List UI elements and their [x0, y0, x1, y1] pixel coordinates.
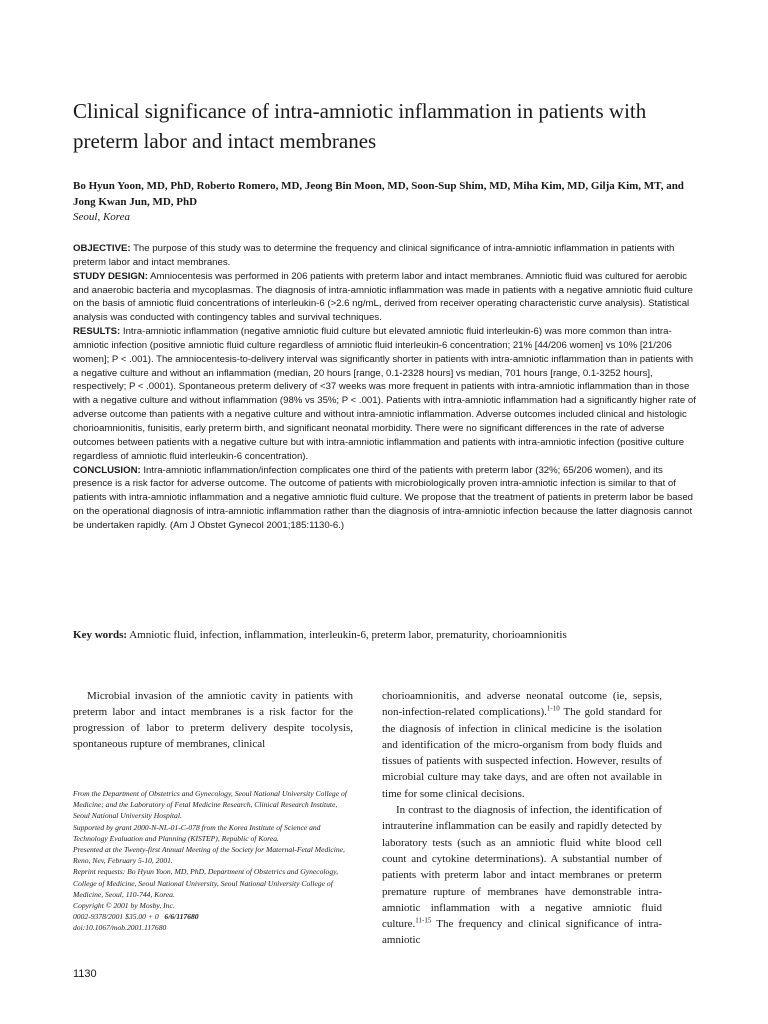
- author-list: Bo Hyun Yoon, MD, PhD, Roberto Romero, MD, Jeong Bin Moon, MD, Soon-Sup Shim, MD, Miha Kim, MD, Gilja Kim, MT, and Jong Kwan Jun, MD, PhD: [73, 180, 684, 208]
- footnote-support: Supported by grant 2000-N-NL-01-C-078 from the Korea Institute of Science and Technology Evaluation and Planning (KISTEP), Republic of Korea.: [73, 822, 321, 843]
- objective-label: OBJECTIVE:: [73, 243, 131, 254]
- footnote-presented: Presented at the Twenty-first Annual Meeting of the Society for Maternal-Fetal Medicine, Reno, Nev, February 5-10, 2001.: [73, 845, 345, 866]
- body-column-2-paragraph-2: [382, 802, 662, 949]
- issn-code: 6/6/117680: [164, 912, 199, 922]
- author-location: Seoul, Korea: [73, 211, 131, 223]
- page-number: 1130: [73, 968, 97, 980]
- results-label: RESULTS:: [73, 326, 121, 338]
- body-column-1-paragraph: Microbial invasion of the amniotic cavity in patients with preterm labor and intact membranes is a risk factor for the progression of labor to preterm delivery despite tocolysis, spontaneous rupture of membranes, clinical: [73, 690, 353, 750]
- body-column-2: [382, 688, 662, 949]
- abstract-study-design: [73, 270, 699, 325]
- footnote-reprint: Reprint requests: Bo Hyun Yoon, MD, PhD, Department of Obstetrics and Gynecology, College of Medicine, Seoul National University, Seoul National University College of Medicine, Seoul, 110-744, Korea.: [73, 867, 338, 899]
- study-design-text: Amniocentesis was performed in 206 patients with preterm labor and intact membranes. Amniotic fluid was cultured for aerobic and anaerobic bacteria and mycoplasmas. The diagnosis of intra-amniotic inflammation was made in patients with a negative amniotic fluid culture on the basis of amniotic fluid concentrations of interleukin-6 (>2.6 ng/mL, derived from receiver operating characteristic curve analysis). Statistical analysis was conducted with contingency tables and survival techniques.: [73, 270, 694, 324]
- keywords-label: Key words:: [73, 629, 128, 641]
- footnote-copyright: Copyright © 2001 by Mosby, Inc.: [73, 901, 175, 911]
- footnote-affiliation: From the Department of Obstetrics and Gynecology, Seoul National University College of Medicine; and the Laboratory of Fetal Medicine Research, Clinical Research Institute, Seoul National University Hospital.: [73, 789, 347, 821]
- reference-superscript: 1-10: [546, 704, 560, 713]
- issn-text: 0002-9378/2001 $35.00 + 0: [73, 912, 159, 922]
- paragraph-text: The frequency and clinical significance of intra-amniotic: [382, 918, 662, 947]
- abstract: [73, 242, 699, 533]
- keywords-text: Amniotic fluid, infection, inflammation, interleukin-6, preterm labor, prematurity, chorioamnionitis: [127, 629, 567, 641]
- article-title: Clinical significance of intra-amniotic inflammation in patients with preterm labor and intact membranes: [73, 99, 647, 153]
- conclusion-label: CONCLUSION:: [73, 464, 141, 476]
- paragraph-text: chorioamnionitis, and adverse neonatal outcome (ie, sepsis, non-infection-related complications).: [382, 690, 662, 719]
- footnotes: [73, 788, 355, 934]
- abstract-objective: [73, 242, 699, 270]
- conclusion-text: Intra-amniotic inflammation/infection complicates one third of the patients with preterm labor (32%; 65/206 women), and its presence is a risk factor for adverse outcome. The outcome of patients with microbiologically proven intra-amniotic infection is similar to that of patients with intra-amniotic inflammation and a negative amniotic fluid culture. We propose that the treatment of patients in preterm labor be based on the operational diagnosis of intra-amniotic inflammation rather than the diagnosis of intra-amniotic infection because the latter diagnosis cannot be undertaken rapidly. (Am J Obstet Gynecol 2001;185:1130-6.): [73, 464, 694, 531]
- body-column-2-paragraph-1: [382, 688, 662, 802]
- objective-text: The purpose of this study was to determine the frequency and clinical significance of intra-amniotic inflammation in patients with preterm labor and intact membranes.: [73, 243, 675, 268]
- study-design-label: STUDY DESIGN:: [73, 270, 148, 282]
- reference-superscript: 11-15: [415, 916, 432, 925]
- results-text: Intra-amniotic inflammation (negative amniotic fluid culture but elevated amniotic fluid interleukin-6) was more common than intra-amniotic infection (positive amniotic fluid culture regardless of amniotic fluid interleukin-6 concentration; 21% [44/206 women] vs 10% [21/206 women]; P < .001). The amniocentesis-to-delivery interval was significantly shorter in patients with intra-amniotic inflammation than in patients with a negative culture and without an inflammation (median, 20 hours [range, 0.1-2328 hours] vs median, 701 hours [range, 0.1-3252 hours], respectively; P < .0001). Spontaneous preterm delivery of <37 weeks was more frequent in patients with intra-amniotic inflammation than in those with a negative culture and without inflammation (98% vs 35%; P < .001). Patients with intra-amniotic inflammation had a significantly higher rate of adverse outcome than patients with a negative culture and without intra-amniotic inflammation. Adverse outcomes included clinical and histologic chorioamnionitis, funisitis, early preterm birth, and significant neonatal morbidity. There were no significant differences in the rate of adverse outcomes between patients with a negative culture but with intra-amniotic inflammation and patients with intra-amniotic infection (positive culture regardless of amniotic fluid interleukin-6 concentration).: [73, 326, 696, 462]
- keywords: [73, 628, 673, 643]
- abstract-results: [73, 325, 699, 463]
- paragraph-text: In contrast to the diagnosis of infection, the identification of intrauterine inflammation can be easily and rapidly detected by laboratory tests (such as an amniotic fluid white blood cell count and cytokine determinations). A substantial number of patients with preterm labor and intact membranes or preterm premature rupture of membranes have demonstrable intra-amniotic inflammation with a negative amniotic fluid culture.: [382, 804, 662, 931]
- footnote-issn: [73, 911, 355, 922]
- paragraph-text: The gold standard for the diagnosis of infection in clinical medicine is the isolation and identification of the micro-organism from body fluids and tissues of patients with suspected infection. However, results of microbial culture may take days, and are often not available in time for some clinical decisions.: [382, 706, 662, 800]
- abstract-conclusion: [73, 464, 699, 533]
- footnote-doi: doi:10.1067/mob.2001.117680: [73, 923, 167, 933]
